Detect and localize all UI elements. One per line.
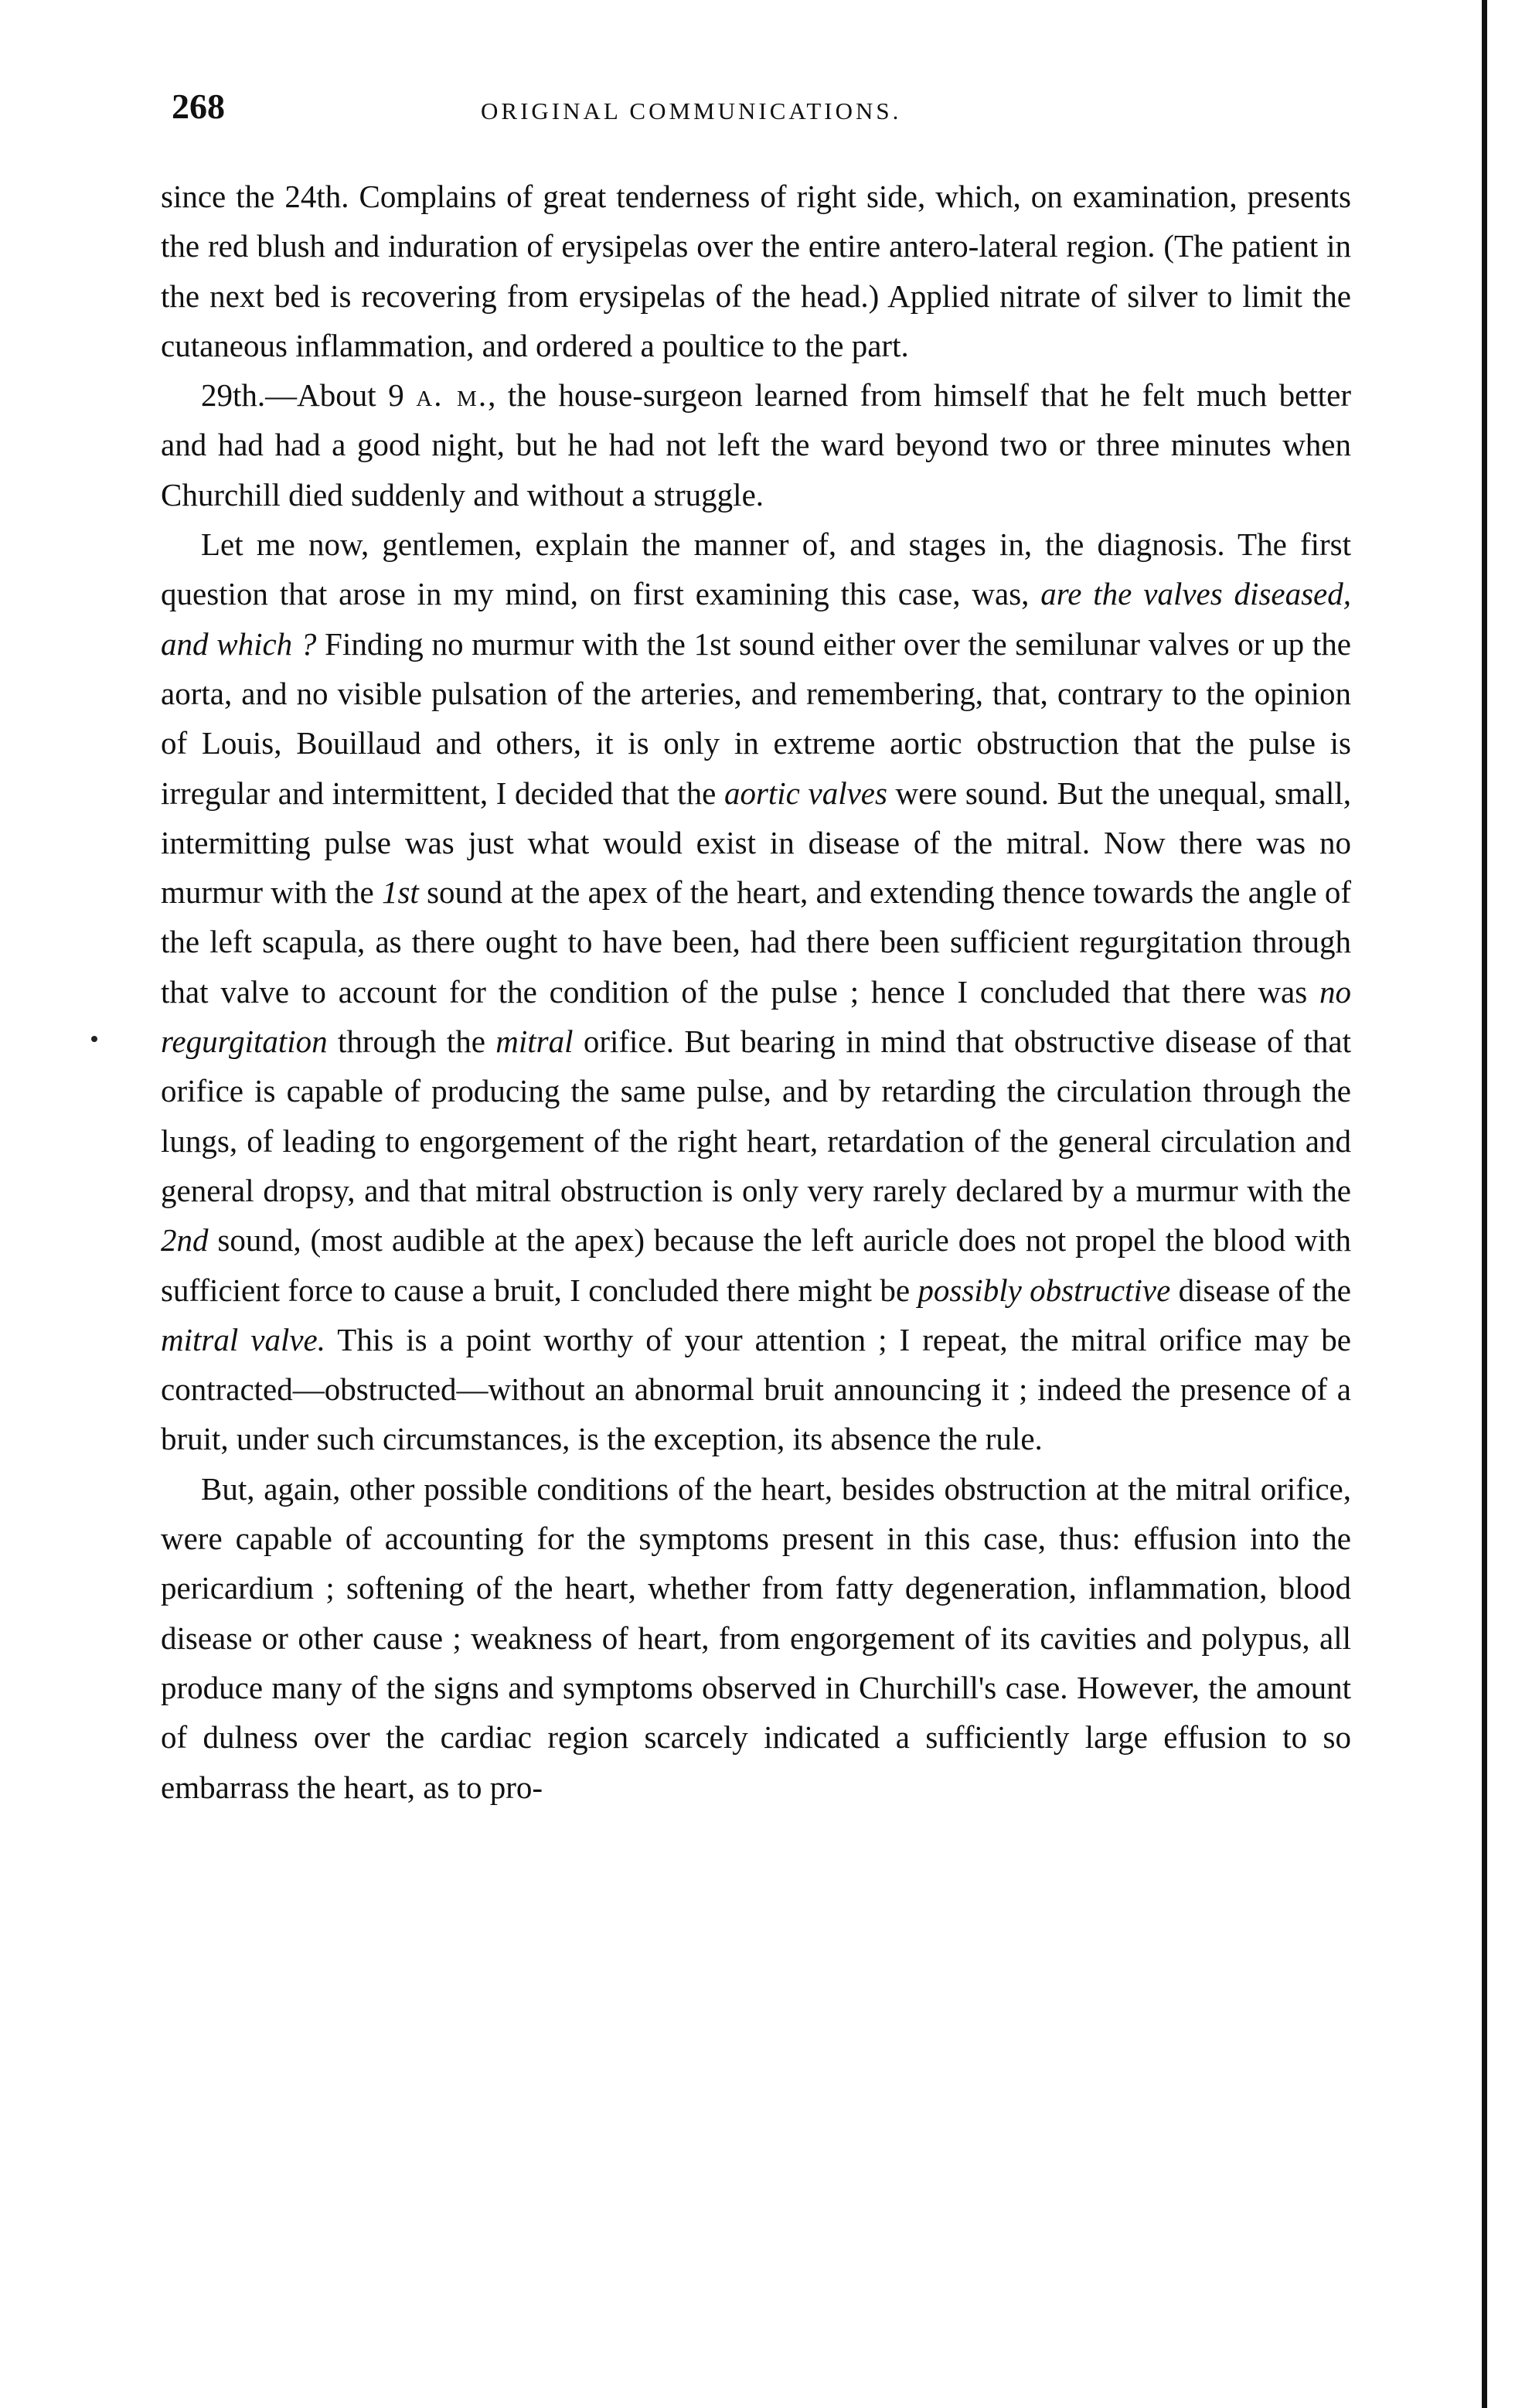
italic-run: possibly obstructive [918, 1272, 1171, 1308]
body-text [161, 172, 1351, 1812]
text-run: This is a point worthy of your attention ; I repeat, the mitral orifice may be contracted—obstructed—without an abnormal bruit announcing it ; indeed the presence of a bruit, under such circumstances, is the exception, its absence the rule. [161, 1321, 1351, 1457]
text-run: since the 24th. Complains of great tenderness of right side, which, on examination, presents the red blush and induration of erysipelas over the entire antero-lateral region. (The patient in the next bed is recovering from erysipelas of the head.) Applied nitrate of silver to limit the cutaneous inflammation, and ordered a poultice to the part. [161, 179, 1351, 363]
paragraph-29th [161, 370, 1351, 519]
text-run: through the [327, 1023, 496, 1060]
italic-run: aortic valves [723, 775, 887, 811]
text-run: 29th.—About 9 [201, 377, 417, 414]
text-run: sound, (most audible at the apex) because the left auricle does not propel the blood with sufficient force to cause a bruit, I concluded there might be [161, 1222, 1351, 1308]
text-run: sound at the apex of the heart, and extending thence towards the angle of the left scapula, as there ought to have been, had there been sufficient regurgitation through that valve to account for the condition of the pulse ; hence I concluded that there was [161, 874, 1351, 1010]
paragraph-other-conditions [161, 1464, 1351, 1812]
running-head: ORIGINAL COMMUNICATIONS. [481, 97, 902, 124]
page-number: 268 [172, 87, 225, 126]
italic-run: mitral [495, 1023, 574, 1060]
paragraph-case-note [161, 172, 1351, 370]
text-run: orifice. But bearing in mind that obstructive disease of that orifice is capable of producing the same pulse, and by retarding the circulation through the lungs, of leading to engorgement of the right heart, retardation of the general circulation and general dropsy, and that mitral obstruction is only very rarely declared by a murmur with the [161, 1023, 1351, 1208]
time-abbrev: a. m. [416, 377, 489, 414]
margin-dot [91, 1036, 97, 1042]
text-run: Let me now, gentlemen, explain the manner of, and stages in, the diagnosis. The first question that arose in my mind, on first examining this case, was, [161, 526, 1351, 612]
text-run: But, again, other possible conditions of the heart, besides obstruction at the mitral orifice, were capable of accounting for the symptoms present in this case, thus: effusion into the pericardium ; softening of the heart, whether from fatty degeneration, inflammation, blood disease or other cause ; weakness of heart, from engorgement of its cavities and polypus, all produce many of the signs and symptoms observed in Churchill's case. However, the amount of dulness over the cardiac region scarcely indicated a sufficiently large effusion to so embarrass the heart, as to pro- [161, 1470, 1351, 1805]
italic-run: 1st [381, 874, 419, 911]
text-run: were sound. But the unequal, small, intermitting pulse was just what would exist in disease of the mitral. Now there was no murmur with the [161, 775, 1351, 911]
italic-run: are the valves diseased, and which ? [161, 576, 1352, 662]
text-run: disease of the [1170, 1272, 1351, 1308]
text-run: , the house-surgeon learned from himself that he felt much better and had had a good night, but he had not left the ward beyond two or three minutes when Churchill died suddenly and without a struggle. [161, 377, 1351, 513]
italic-run: no regurgitation [161, 973, 1351, 1060]
italic-run: mitral valve. [161, 1321, 325, 1357]
page-edge-rule [1482, 0, 1487, 2408]
paragraph-diagnosis [161, 519, 1351, 1464]
page-header [172, 83, 1346, 130]
italic-run: 2nd [161, 1222, 209, 1258]
text-run: Finding no murmur with the 1st sound either over the semilunar valves or up the aorta, and no visible pulsation of the arteries, and remembering, that, contrary to the opinion of Louis, Bouillaud and others, it is only in extreme aortic obstruction that the pulse is irregular and intermittent, I decided that the [161, 625, 1352, 811]
